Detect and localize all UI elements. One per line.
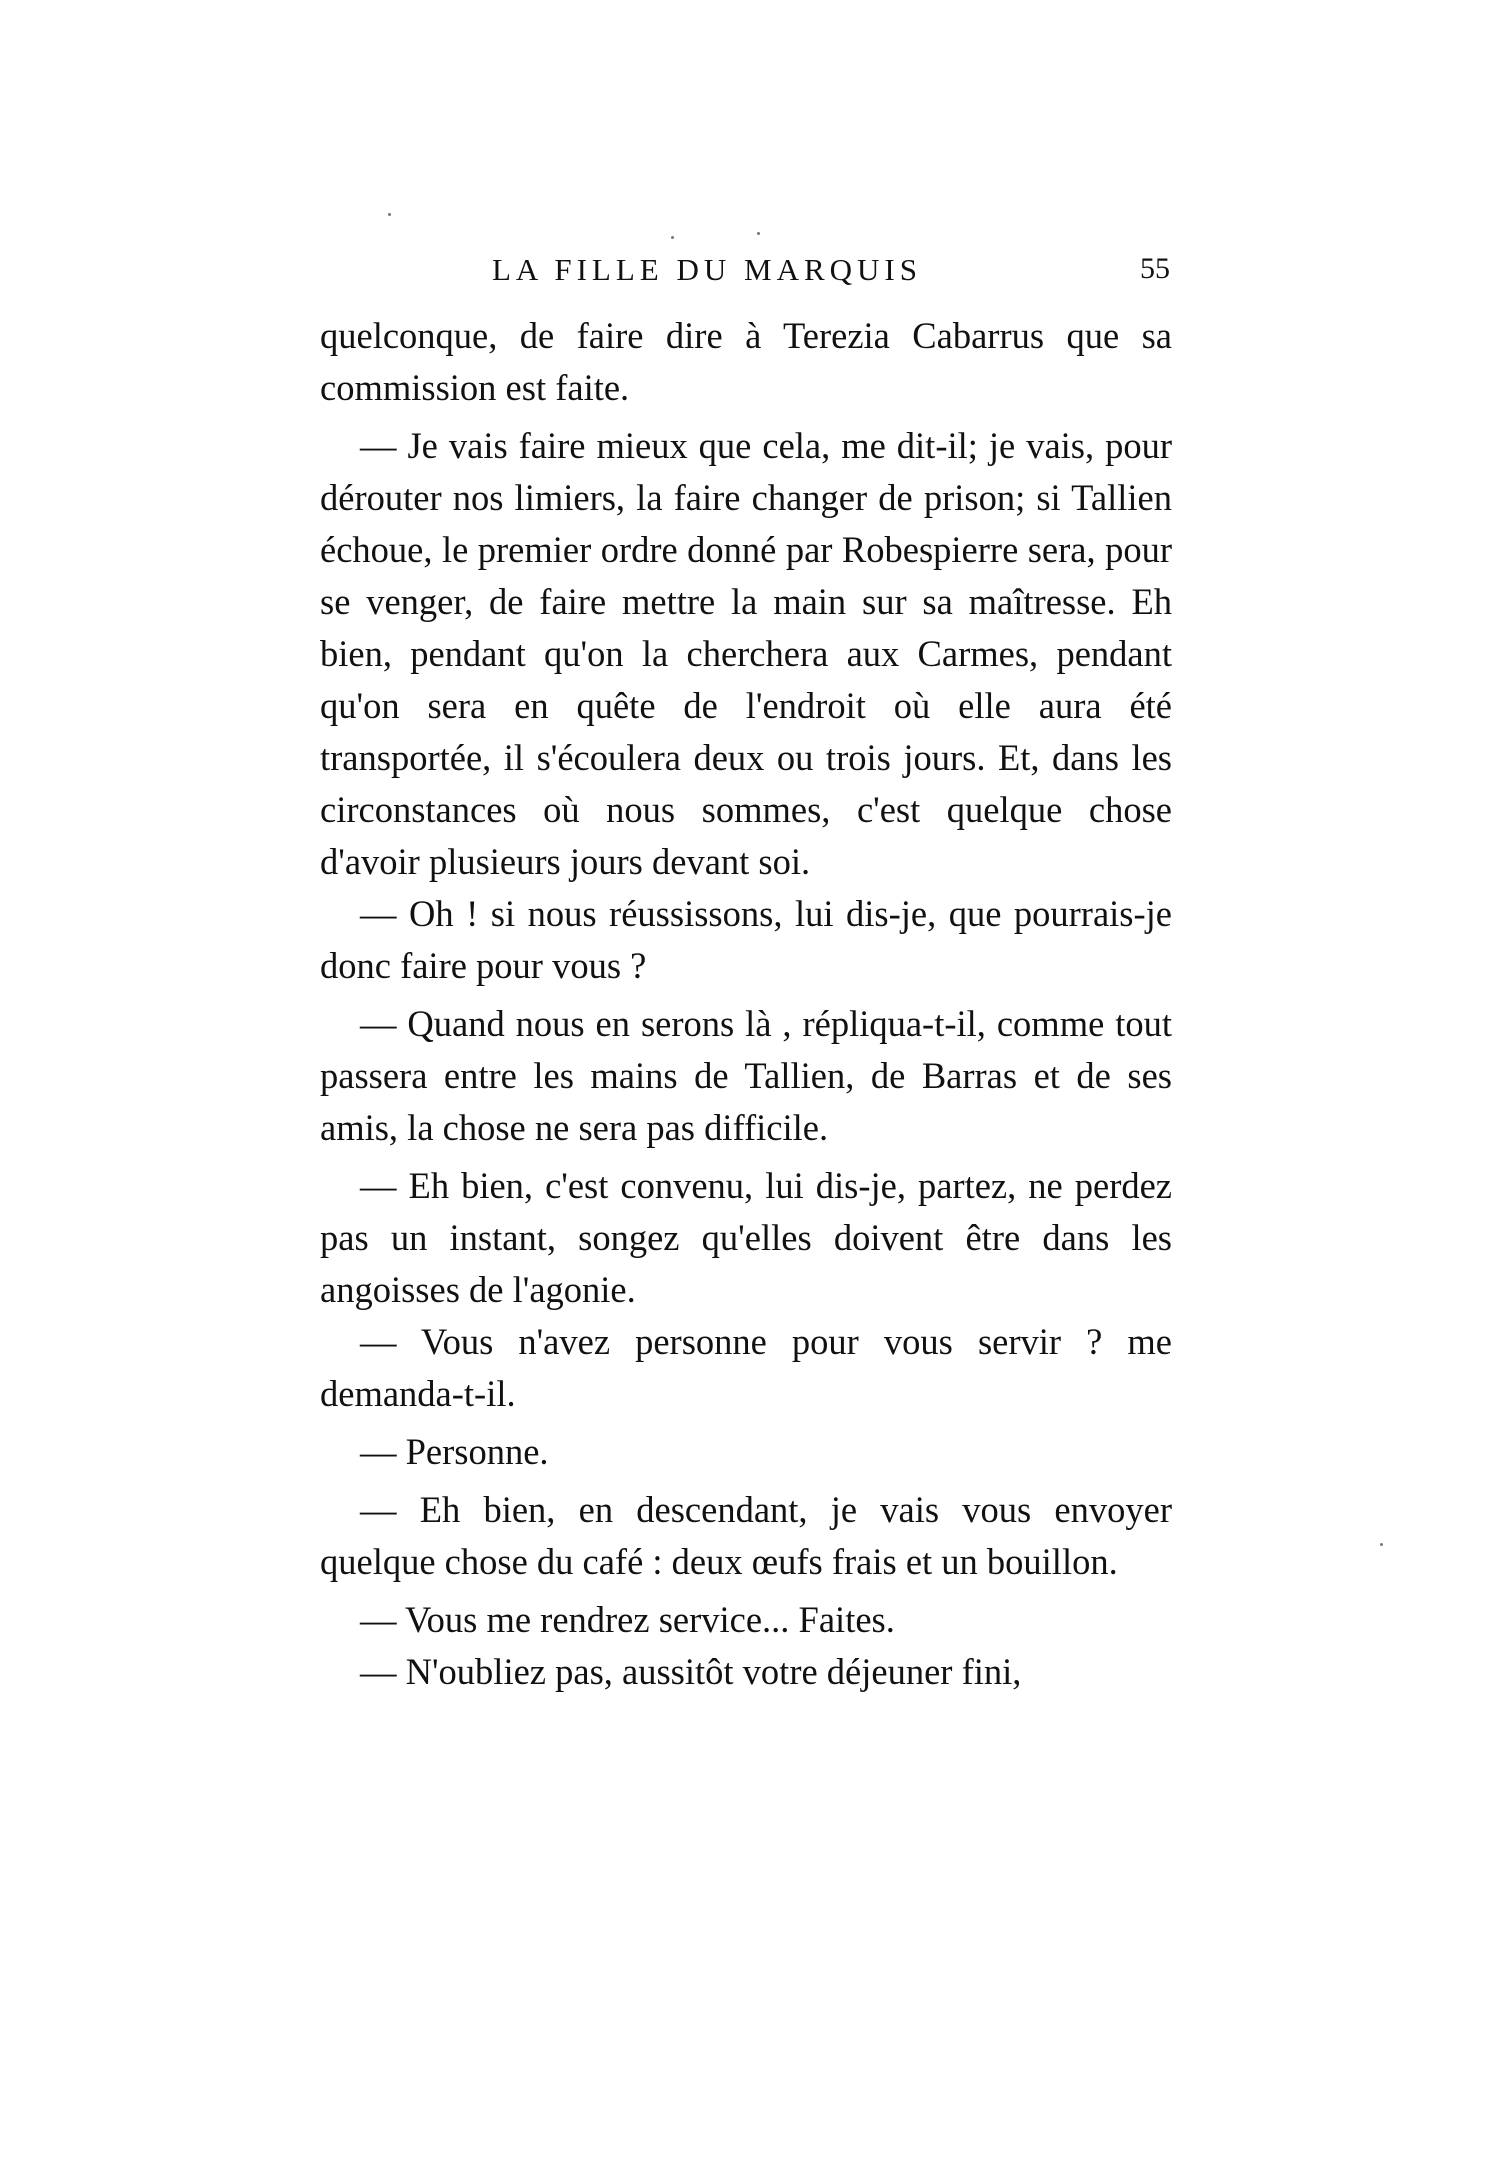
paragraph-dialogue: — Vous me rendrez service... Faites. — [360, 1599, 895, 1640]
page-number: 55 — [1140, 252, 1170, 285]
paragraph-dialogue: — Eh bien, en descendant, je vais vous envoyer quelque chose du café : deux œufs frais et un bouillon. — [320, 1489, 1172, 1582]
paragraph-dialogue: — Quand nous en serons là , répliqua-t-il, comme tout passera entre les mains de Tallien, de Barras et de ses amis, la chose ne sera pas difficile. — [320, 1003, 1172, 1148]
speck — [671, 236, 674, 239]
paragraph-dialogue: — Vous n'avez personne pour vous servir ? me demanda-t-il. — [320, 1321, 1172, 1414]
speck — [388, 213, 391, 216]
running-head — [320, 252, 1170, 292]
body-text — [320, 310, 1172, 1698]
paragraph-dialogue: — N'oubliez pas, aussitôt votre déjeuner fini, — [360, 1651, 1022, 1692]
paragraph-dialogue: — Personne. — [360, 1431, 549, 1472]
speck — [757, 232, 760, 235]
paragraph-continuation: quelconque, de faire dire à Terezia Cabarrus que sa commission est faite. — [320, 315, 1172, 408]
paragraph-dialogue: — Oh ! si nous réussissons, lui dis-je, que pourrais-je donc faire pour vous ? — [320, 893, 1172, 986]
paragraph-dialogue: — Eh bien, c'est convenu, lui dis-je, partez, ne perdez pas un instant, songez qu'elles doivent être dans les angoisses de l'agonie. — [320, 1165, 1172, 1310]
running-title: LA FILLE DU MARQUIS — [492, 252, 922, 287]
speck — [1380, 1543, 1383, 1546]
paragraph-dialogue: — Je vais faire mieux que cela, me dit-il; je vais, pour dérouter nos limiers, la faire changer de prison; si Tallien échoue, le premier ordre donné par Robespierre sera, pour se venger, de faire mettre la main sur sa maîtresse. Eh bien, pendant qu'on la cherchera aux Carmes, pendant qu'on sera en quête de l'endroit où elle aura été transportée, il s'écoulera deux ou trois jours. Et, dans les circonstances où nous sommes, c'est quelque chose d'avoir plusieurs jours devant soi. — [320, 425, 1172, 882]
